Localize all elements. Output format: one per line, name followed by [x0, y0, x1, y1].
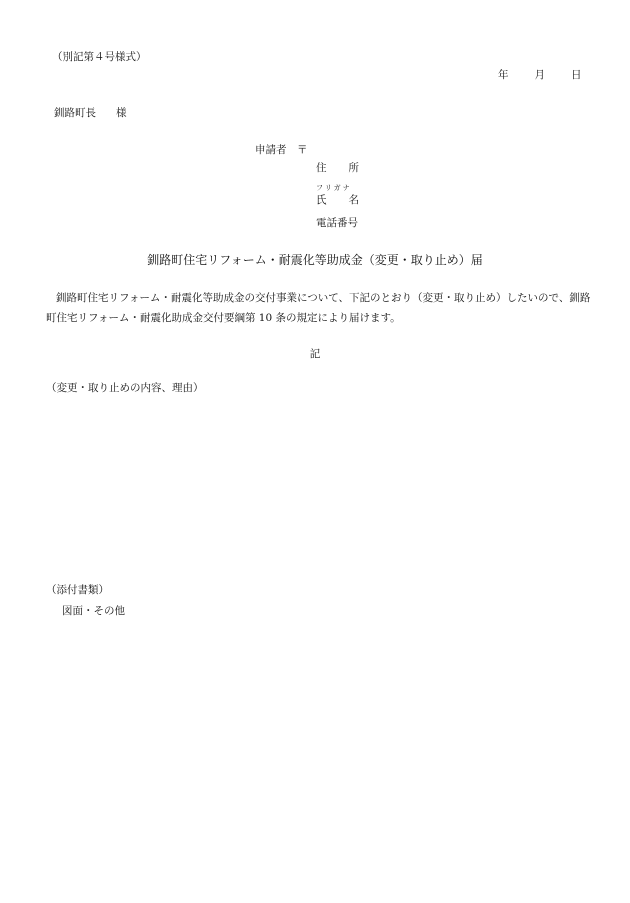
address-label — [316, 160, 359, 175]
name-label-char-2: 名 — [348, 194, 359, 206]
name-label — [316, 192, 359, 207]
date-month-label: 月 — [534, 69, 545, 81]
addressee-name: 釧路町長 — [54, 107, 96, 119]
date-fields — [498, 67, 582, 82]
change-reason-heading: （変更・取り止めの内容、理由） — [46, 382, 204, 394]
address-label-char-2: 所 — [348, 162, 359, 174]
applicant-label: 申請者 — [255, 144, 287, 156]
phone-label: 電話番号 — [316, 217, 358, 229]
addressee-honorific: 様 — [116, 107, 127, 119]
name-label-char-1: 氏 — [316, 194, 327, 206]
body-text: 釧路町住宅リフォーム・耐震化等助成金の交付事業について、下記のとおり（変更・取り止め）したいので、釧路町住宅リフォーム・耐震化助成金交付要綱第 10 条の規定により届けます。 — [46, 292, 591, 324]
address-label-char-1: 住 — [316, 162, 327, 174]
addressee — [54, 105, 127, 120]
body-paragraph — [46, 288, 594, 328]
furigana-label: フリガナ — [316, 184, 352, 192]
date-day-label: 日 — [571, 69, 582, 81]
attachments-item: 図面・その他 — [62, 605, 125, 617]
ki-heading: 記 — [309, 348, 321, 360]
postal-mark: 〒 — [297, 144, 308, 156]
attachments-heading: （添付書類） — [46, 584, 109, 596]
date-year-label: 年 — [498, 69, 509, 81]
document-title: 釧路町住宅リフォーム・耐震化等助成金（変更・取り止め）届 — [147, 253, 483, 267]
form-number: （別記第４号様式） — [52, 51, 147, 63]
